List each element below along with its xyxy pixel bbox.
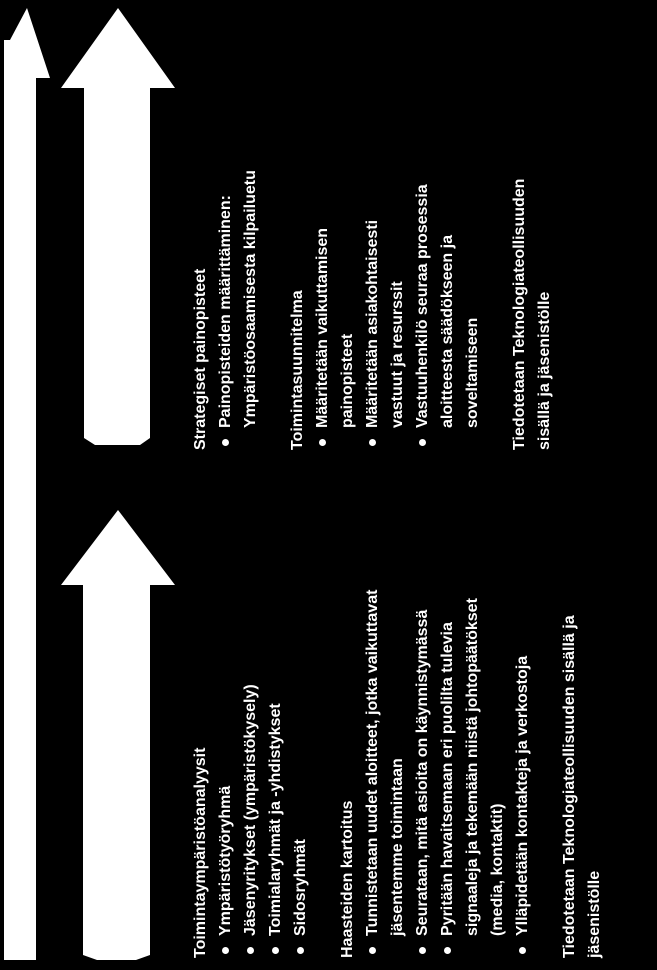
lower-footer: Tiedotetaan Teknologiateollisuuden sisällä ja jäsenistölle [561, 615, 603, 958]
lower-heading-environment-analyses: Toimintaympäristöanalyysit [192, 747, 209, 958]
lower-list-challenges [360, 573, 535, 958]
list-item: Pyritään havaitsemaan eri puolilta tulevia signaaleja ja tekemään niistä johtopäätökset (media, kontaktit) [435, 573, 510, 958]
upper-footer: Tiedotetaan Teknologiateollisuuden sisällä ja jäsenistölle [511, 178, 553, 450]
list-item: Määritetään asiakohtaisesti vastuut ja resurssit [360, 165, 410, 450]
list-item: Tunnistetaan uudet aloitteet, jotka vaikuttavat jäsentemme toimintaan [360, 573, 410, 958]
lower-list-environment [213, 573, 313, 958]
list-item: Vastuuhenkilö seuraa prosessia aloitteesta säädökseen ja soveltamiseen [410, 165, 485, 450]
list-item: Jäsenyritykset (ympäristökysely) [238, 573, 263, 958]
upper-heading-strategic-priorities: Strategiset painopisteet [192, 268, 209, 450]
list-item: Seurataan, mitä asioita on käynnistymässä [410, 573, 435, 958]
lower-text-panel [188, 573, 607, 958]
upper-text-panel [188, 165, 557, 450]
list-item: Ympäristötyöryhmä [213, 573, 238, 958]
list-item: Toimialaryhmät ja -yhdistykset [263, 573, 288, 958]
timeline-arrow [4, 8, 50, 960]
upper-arrow [61, 8, 175, 445]
upper-list-priorities [213, 165, 263, 450]
upper-list-action-plan [310, 165, 485, 450]
list-item: Sidosryhmät [288, 573, 313, 958]
list-item: Määritetään vaikuttamisen painopisteet [310, 165, 360, 450]
list-item: Ylläpidetään kontakteja ja verkostoja [510, 573, 535, 958]
upper-heading-action-plan: Toimintasuunnitelma [289, 290, 306, 450]
lower-heading-challenges: Haasteiden kartoitus [339, 800, 356, 958]
list-item: Painopisteiden määrittäminen: Ympäristöosaamisesta kilpailuetu [213, 165, 263, 450]
lower-arrow [61, 510, 175, 960]
